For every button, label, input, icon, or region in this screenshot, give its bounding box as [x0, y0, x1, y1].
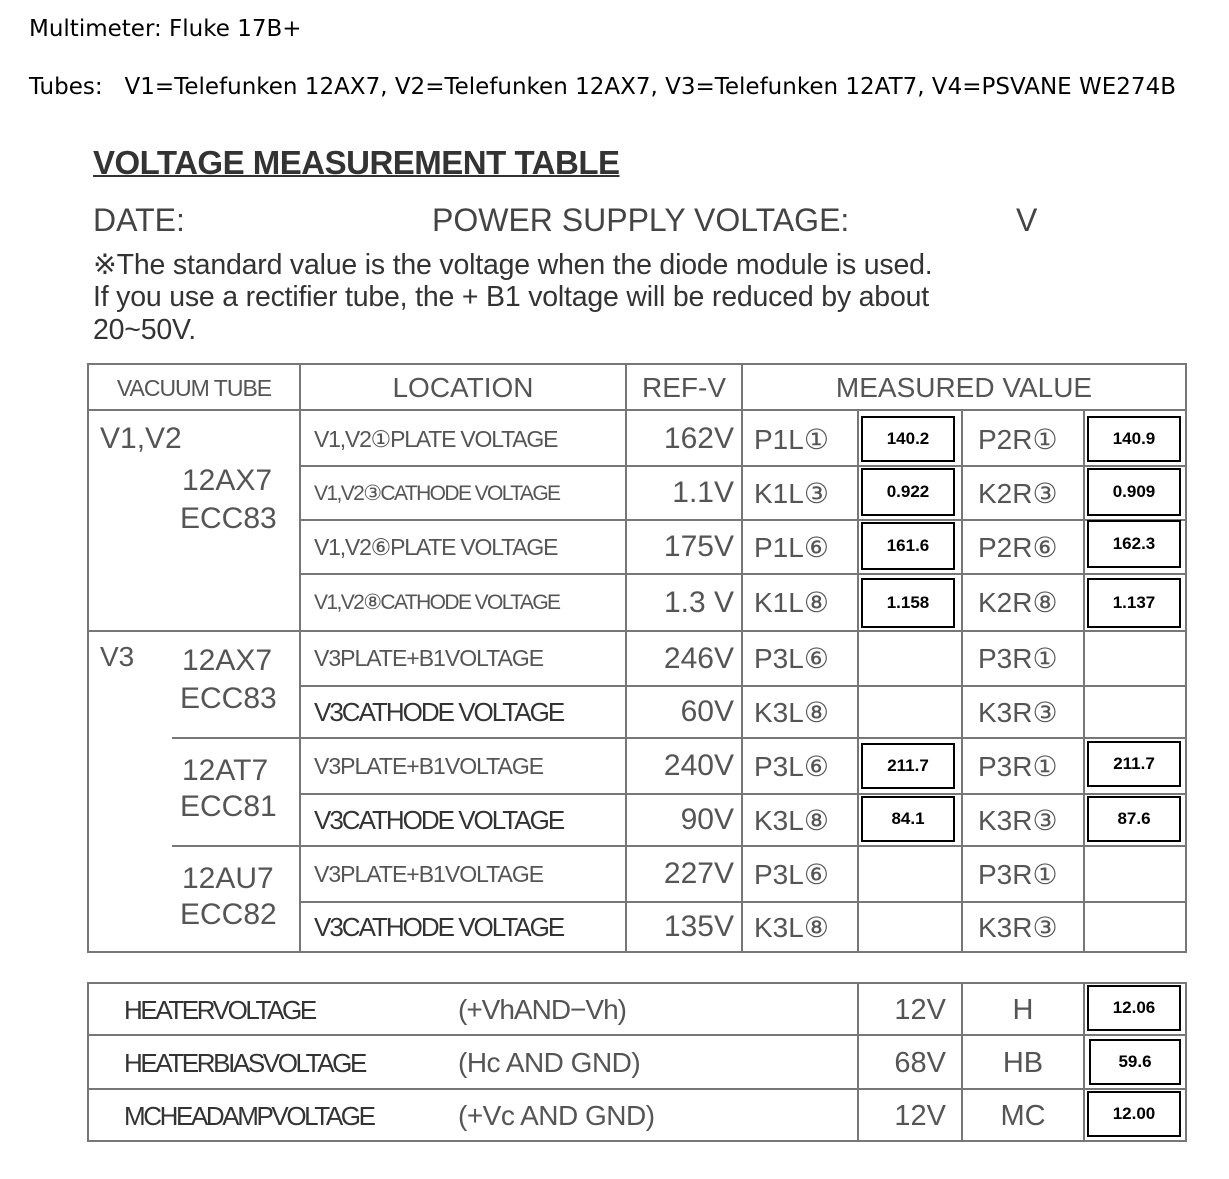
- measured-value-box[interactable]: 161.6: [861, 522, 955, 570]
- measured-value-box[interactable]: 87.6: [1087, 796, 1181, 842]
- tubes-line: Tubes: V1=Telefunken 12AX7, V2=Telefunken 12AX7, V3=Telefunken 12AT7, V4=PSVANE WE274B: [29, 74, 1176, 100]
- note-line-3: 20~50V.: [93, 314, 196, 346]
- heater-row-ref: 12V: [894, 1099, 946, 1132]
- measured-value-box[interactable]: 211.7: [1087, 741, 1181, 787]
- location-cell: V1,V2①PLATE VOLTAGE: [314, 425, 558, 452]
- right-channel-label: K3R③: [978, 696, 1058, 728]
- note-line-1: ※The standard value is the voltage when the diode module is used.: [93, 249, 933, 281]
- measured-value-box[interactable]: 140.9: [1087, 416, 1181, 462]
- left-channel-label: K3L⑧: [754, 804, 829, 836]
- group-at7-type: 12AT7: [182, 754, 269, 787]
- ref-voltage-cell: 175V: [663, 530, 734, 563]
- right-channel-label: K3R③: [978, 911, 1058, 943]
- power-supply-unit: V: [1016, 202, 1038, 238]
- heater-value-box[interactable]: 12.00: [1087, 1091, 1181, 1137]
- left-channel-label: K1L⑧: [754, 587, 829, 618]
- power-supply-voltage-label: POWER SUPPLY VOLTAGE:: [432, 202, 850, 238]
- multimeter-line: Multimeter: Fluke 17B+: [29, 16, 302, 42]
- location-cell: V3CATHODE VOLTAGE: [314, 911, 564, 942]
- heater-row-label: H: [1012, 993, 1034, 1026]
- location-cell: V1,V2⑧CATHODE VOLTAGE: [314, 591, 560, 614]
- location-cell: V3CATHODE VOLTAGE: [314, 804, 564, 835]
- ref-voltage-cell: 1.3 V: [663, 585, 734, 619]
- heater-row-label: HB: [1002, 1046, 1044, 1079]
- group-au7-type: 12AU7: [182, 862, 274, 895]
- location-cell: V3PLATE+B1VOLTAGE: [314, 860, 544, 887]
- group-v1v2-alt: ECC83: [180, 502, 277, 535]
- heater-value-box[interactable]: 12.06: [1087, 985, 1181, 1031]
- location-cell: V3PLATE+B1VOLTAGE: [314, 752, 544, 779]
- right-channel-label: P3R①: [978, 858, 1058, 890]
- right-channel-label: P3R①: [978, 643, 1058, 674]
- right-channel-label: K2R③: [978, 477, 1058, 509]
- ref-voltage-cell: 240V: [663, 749, 734, 782]
- header-ref-v: REF-V: [642, 372, 726, 403]
- date-label: DATE:: [93, 202, 185, 238]
- measured-value-box[interactable]: 0.922: [861, 468, 955, 516]
- left-channel-label: P3L⑥: [754, 858, 829, 890]
- ref-voltage-cell: 90V: [680, 803, 734, 836]
- ref-voltage-cell: 246V: [663, 641, 734, 675]
- scanned-measurement-sheet: [86, 140, 1188, 1150]
- measured-value-box[interactable]: 140.2: [861, 416, 955, 462]
- right-channel-label: K2R⑧: [978, 587, 1058, 618]
- measured-value-box[interactable]: 84.1: [861, 796, 955, 842]
- left-channel-label: P1L⑥: [754, 531, 829, 563]
- left-channel-label: K3L⑧: [754, 911, 829, 943]
- heater-row-terms: (+Vc AND GND): [458, 1100, 655, 1131]
- measured-value-box[interactable]: 1.158: [861, 578, 955, 628]
- left-channel-label: P3L⑥: [754, 643, 829, 674]
- header-vacuum-tube: VACUUM TUBE: [116, 374, 272, 401]
- measured-value-box[interactable]: 1.137: [1087, 578, 1181, 628]
- location-cell: V3CATHODE VOLTAGE: [314, 696, 564, 727]
- group-v1v2-name: V1,V2: [100, 422, 182, 455]
- heater-row-label: MC: [1000, 1099, 1046, 1132]
- location-cell: V1,V2⑥PLATE VOLTAGE: [314, 533, 558, 560]
- ref-voltage-cell: 1.1V: [672, 476, 734, 509]
- group-v1v2-type: 12AX7: [182, 464, 273, 497]
- left-channel-label: P1L①: [754, 423, 829, 455]
- right-channel-label: P2R①: [978, 423, 1058, 455]
- location-cell: V1,V2③CATHODE VOLTAGE: [314, 481, 560, 505]
- right-channel-label: P3R①: [978, 750, 1058, 782]
- group-au7-alt: ECC82: [180, 898, 277, 931]
- measured-value-box[interactable]: 0.909: [1087, 468, 1181, 516]
- heater-row-ref: 68V: [894, 1046, 946, 1079]
- heater-row-ref: 12V: [894, 993, 946, 1026]
- measured-value-box[interactable]: 211.7: [861, 743, 955, 789]
- heater-row-name: HEATERVOLTAGE: [124, 994, 315, 1025]
- left-channel-label: K1L③: [754, 477, 829, 509]
- left-channel-label: K3L⑧: [754, 696, 829, 728]
- group-ax7-type: 12AX7: [182, 644, 273, 677]
- location-cell: V3PLATE+B1VOLTAGE: [314, 645, 544, 671]
- header-location: LOCATION: [392, 372, 534, 403]
- ref-voltage-cell: 135V: [663, 910, 734, 943]
- left-channel-label: P3L⑥: [754, 750, 829, 782]
- right-channel-label: K3R③: [978, 804, 1058, 836]
- heater-row-terms: (+VhAND−Vh): [458, 994, 626, 1025]
- ref-voltage-cell: 60V: [680, 695, 734, 728]
- header-measured-value: MEASURED VALUE: [835, 372, 1093, 403]
- heater-row-name: MCHEADAMPVOLTAGE: [124, 1100, 374, 1131]
- group-ax7-alt: ECC83: [180, 682, 277, 715]
- note-line-2: If you use a rectifier tube, the + B1 voltage will be reduced by about: [93, 281, 929, 313]
- right-channel-label: P2R⑥: [978, 531, 1058, 563]
- ref-voltage-cell: 227V: [663, 857, 734, 890]
- heater-row-terms: (Hc AND GND): [458, 1047, 641, 1078]
- group-at7-alt: ECC81: [180, 790, 277, 823]
- group-v3-name: V3: [100, 641, 135, 672]
- measured-value-box[interactable]: 162.3: [1087, 520, 1181, 568]
- ref-voltage-cell: 162V: [663, 422, 734, 455]
- heater-value-box[interactable]: 59.6: [1089, 1039, 1181, 1085]
- heater-row-name: HEATERBIASVOLTAGE: [124, 1047, 365, 1078]
- document-title: VOLTAGE MEASUREMENT TABLE: [93, 144, 620, 181]
